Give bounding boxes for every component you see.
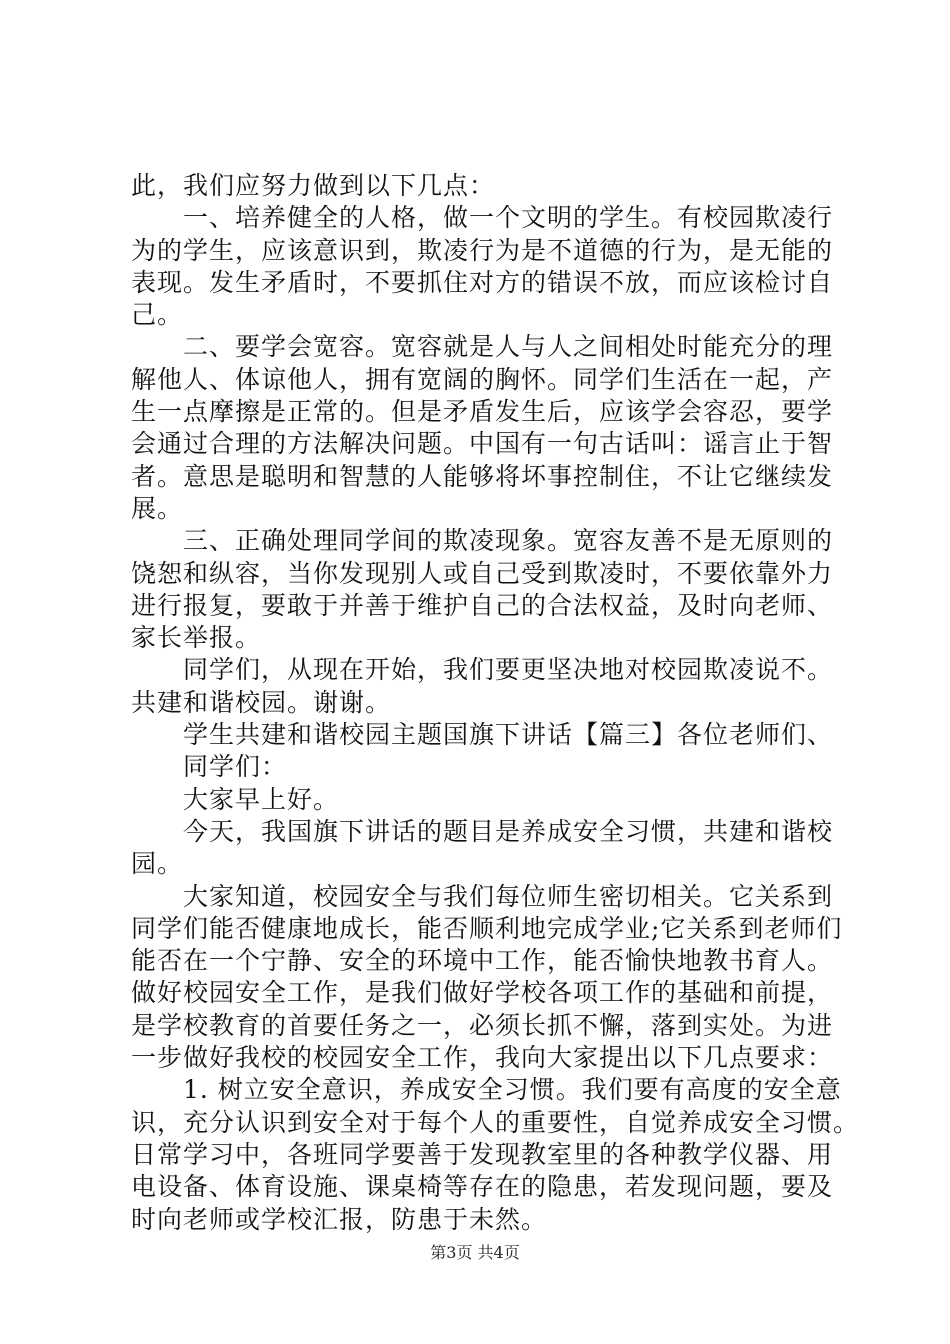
text-line: 识，充分认识到安全对于每个人的重要性，自觉养成安全习惯。 <box>131 1107 860 1137</box>
salutation: 同学们： <box>183 752 288 782</box>
text-line: 生一点摩擦是正常的。但是矛盾发生后，应该学会容忍，要学 <box>131 397 834 427</box>
text-line: 是学校教育的首要任务之一，必须长抓不懈，落到实处。为进 <box>131 1010 834 1040</box>
text-line: 1. 树立安全意识，养成安全习惯。我们要有高度的安全意 <box>183 1075 842 1105</box>
text-line: 同学们，从现在开始，我们要更坚决地对校园欺凌说不。 <box>183 655 834 685</box>
text-line: 日常学习中，各班同学要善于发现教室里的各种教学仪器、用 <box>131 1139 834 1169</box>
text-line: 共建和谐校园。谢谢。 <box>131 687 392 717</box>
text-line: 己。 <box>131 300 184 330</box>
text-line: 家长举报。 <box>131 623 262 653</box>
text-line: 表现。发生矛盾时，不要抓住对方的错误不放，而应该检讨自 <box>131 267 834 297</box>
text-line: 解他人、体谅他人，拥有宽阔的胸怀。同学们生活在一起，产 <box>131 364 834 394</box>
text-line: 能否在一个宁静、安全的环境中工作，能否愉快地教书育人。 <box>131 946 834 976</box>
text-line: 电设备、体育设施、课桌椅等存在的隐患，若发现问题，要及 <box>131 1172 834 1202</box>
text-line: 进行报复，要敢于并善于维护自己的合法权益，及时向老师、 <box>131 590 834 620</box>
text-line: 者。意思是聪明和智慧的人能够将坏事控制住，不让它继续发 <box>131 461 834 491</box>
page-footer: 第3页 共4页 <box>430 1243 520 1262</box>
text-line: 此，我们应努力做到以下几点： <box>131 171 496 200</box>
text-line: 大家知道，校园安全与我们每位师生密切相关。它关系到 <box>183 881 834 911</box>
section-heading: 学生共建和谐校园主题国旗下讲话【篇三】各位老师们、 <box>183 720 834 750</box>
text-line: 一、培养健全的人格，做一个文明的学生。有校园欺凌行 <box>183 203 834 233</box>
text-line: 园。 <box>131 849 184 879</box>
text-line: 同学们能否健康地成长，能否顺利地完成学业;它关系到老师们 <box>131 913 843 943</box>
text-line: 饶恕和纵容，当你发现别人或自己受到欺凌时，不要依靠外力 <box>131 558 834 588</box>
greeting: 大家早上好。 <box>183 784 340 814</box>
text-line: 今天，我国旗下讲话的题目是养成安全习惯，共建和谐校 <box>183 816 834 846</box>
text-line: 展。 <box>131 493 184 523</box>
text-line: 做好校园安全工作，是我们做好学校各项工作的基础和前提， <box>131 978 834 1008</box>
text-line: 时向老师或学校汇报，防患于未然。 <box>131 1204 548 1234</box>
text-line: 会通过合理的方法解决问题。中国有一句古话叫：谣言止于智 <box>131 429 834 459</box>
text-line: 一步做好我校的校园安全工作，我向大家提出以下几点要求： <box>131 1043 834 1073</box>
text-line: 二、要学会宽容。宽容就是人与人之间相处时能充分的理 <box>183 332 834 362</box>
text-line: 三、正确处理同学间的欺凌现象。宽容友善不是无原则的 <box>183 526 834 556</box>
document-body <box>131 170 860 1236</box>
text-line: 为的学生，应该意识到，欺凌行为是不道德的行为，是无能的 <box>131 235 834 265</box>
